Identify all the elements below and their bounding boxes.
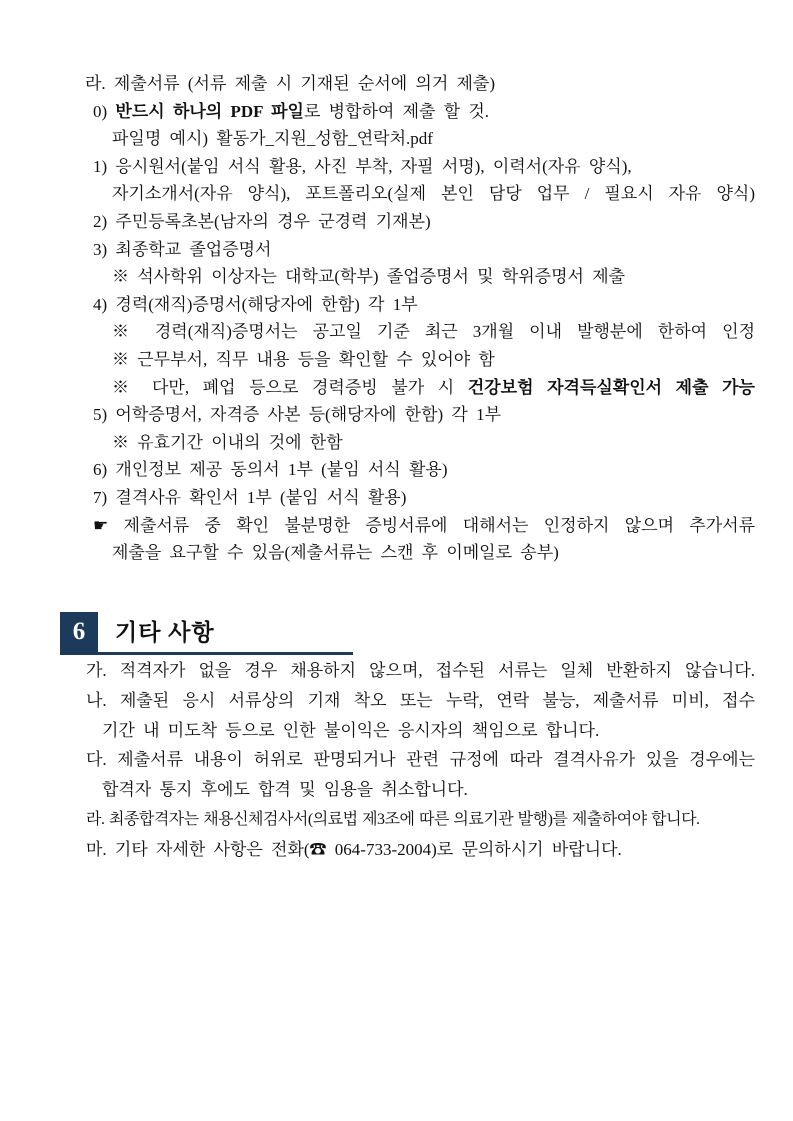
- text-segment: 라. 최종합격자는 채용신체검사서(의료법 제3조에 따른 의료기관 발행)를 제출하여야 합니다.: [86, 810, 700, 828]
- text-segment: 파일명 예시) 활동가_지원_성함_연락처.pdf: [112, 129, 433, 149]
- text-segment: 라. 제출서류 (서류 제출 시 기재된 순서에 의거 제출): [85, 74, 496, 93]
- section-title: 기타 사항: [115, 620, 215, 645]
- document-line: [93, 98, 755, 126]
- document-line: [86, 686, 755, 716]
- document-line: [93, 401, 755, 429]
- text-segment: 자기소개서(자유 양식), 포트폴리오(실제 본인 담당 업무 / 필요시 자유 양식): [112, 184, 755, 204]
- document-line: [85, 70, 755, 98]
- section-6-header: [60, 612, 353, 655]
- document-line: [112, 318, 755, 346]
- text-segment: ※ 근무부서, 직무 내용 등을 확인할 수 있어야 함: [112, 349, 495, 369]
- text-segment: 기간 내 미도착 등으로 인한 불이익은 응시자의 책임으로 합니다.: [102, 720, 600, 740]
- document-line: [86, 745, 755, 775]
- document-line: [93, 484, 755, 512]
- document-line: [112, 539, 755, 567]
- document-line: [86, 835, 755, 865]
- text-segment: 나. 제출된 응시 서류상의 기재 착오 또는 누락, 연락 불능, 제출서류 미비, 접수: [86, 690, 755, 710]
- text-segment: 가. 적격자가 없을 경우 채용하지 않으며, 접수된 서류는 일체 반환하지 않습니다.: [86, 661, 755, 680]
- text-segment: 4) 경력(재직)증명서(해당자에 한함) 각 1부: [93, 294, 418, 314]
- document-line: [102, 775, 755, 805]
- text-segment: 제출을 요구할 수 있음(제출서류는 스캔 후 이메일로 송부): [112, 543, 559, 563]
- document-line: [102, 716, 755, 746]
- document-line: [112, 263, 755, 291]
- text-segment: ※ 석사학위 이상자는 대학교(학부) 졸업증명서 및 학위증명서 제출: [112, 267, 626, 287]
- text-segment: ※ 경력(재직)증명서는 공고일 기준 최근 3개월 이내 발행분에 한하여 인정: [112, 322, 755, 342]
- document-line: [112, 346, 755, 374]
- text-segment: 합격자 통지 후에도 합격 및 임용을 취소합니다.: [102, 780, 468, 800]
- text-segment: ※ 다만, 폐업 등으로 경력증빙 불가 시: [112, 377, 468, 397]
- document-line: [93, 456, 755, 484]
- text-segment: ☛ 제출서류 중 확인 불분명한 증빙서류에 대해서는 인정하지 않으며 추가서류: [93, 515, 755, 535]
- text-segment: 3) 최종학교 졸업증명서: [93, 239, 272, 259]
- text-segment: 마. 기타 자세한 사항은 전화(☎ 064-733-2004)로 문의하시기 바랍니다.: [86, 839, 622, 859]
- document-line: [112, 125, 755, 153]
- document-line: [93, 208, 755, 236]
- section-number-badge: 6: [60, 612, 98, 652]
- document-line: [93, 236, 755, 264]
- document-line: [93, 291, 755, 319]
- document-line: [86, 805, 755, 835]
- text-segment: 로 병합하여 제출 할 것.: [303, 101, 490, 121]
- text-segment: 5) 어학증명서, 자격증 사본 등(해당자에 한함) 각 1부: [93, 405, 502, 425]
- text-segment: 2) 주민등록초본(남자의 경우 군경력 기재본): [93, 211, 431, 231]
- text-segment: 1) 응시원서(붙임 서식 활용, 사진 부착, 자필 서명), 이력서(자유 양식),: [93, 156, 632, 176]
- document-line: [93, 153, 755, 181]
- submission-documents-list: [60, 70, 755, 567]
- bold-text-segment: 건강보험 자격득실확인서 제출 가능: [467, 377, 755, 397]
- document-line: [112, 429, 755, 457]
- text-segment: 6) 개인정보 제공 동의서 1부 (붙임 서식 활용): [93, 460, 448, 480]
- document-line: [112, 180, 755, 208]
- section-6-body: [60, 656, 755, 865]
- text-segment: 다. 제출서류 내용이 허위로 판명되거나 관련 규정에 따라 결격사유가 있을 경우에는: [86, 750, 755, 770]
- document-line: [112, 374, 755, 402]
- bold-text-segment: 반드시 하나의 PDF 파일: [115, 101, 304, 121]
- text-segment: 0): [93, 101, 116, 121]
- text-segment: ※ 유효기간 이내의 것에 한함: [112, 432, 343, 452]
- document-line: [93, 512, 755, 540]
- text-segment: 7) 결격사유 확인서 1부 (붙임 서식 활용): [93, 487, 407, 507]
- document-line: [86, 656, 755, 686]
